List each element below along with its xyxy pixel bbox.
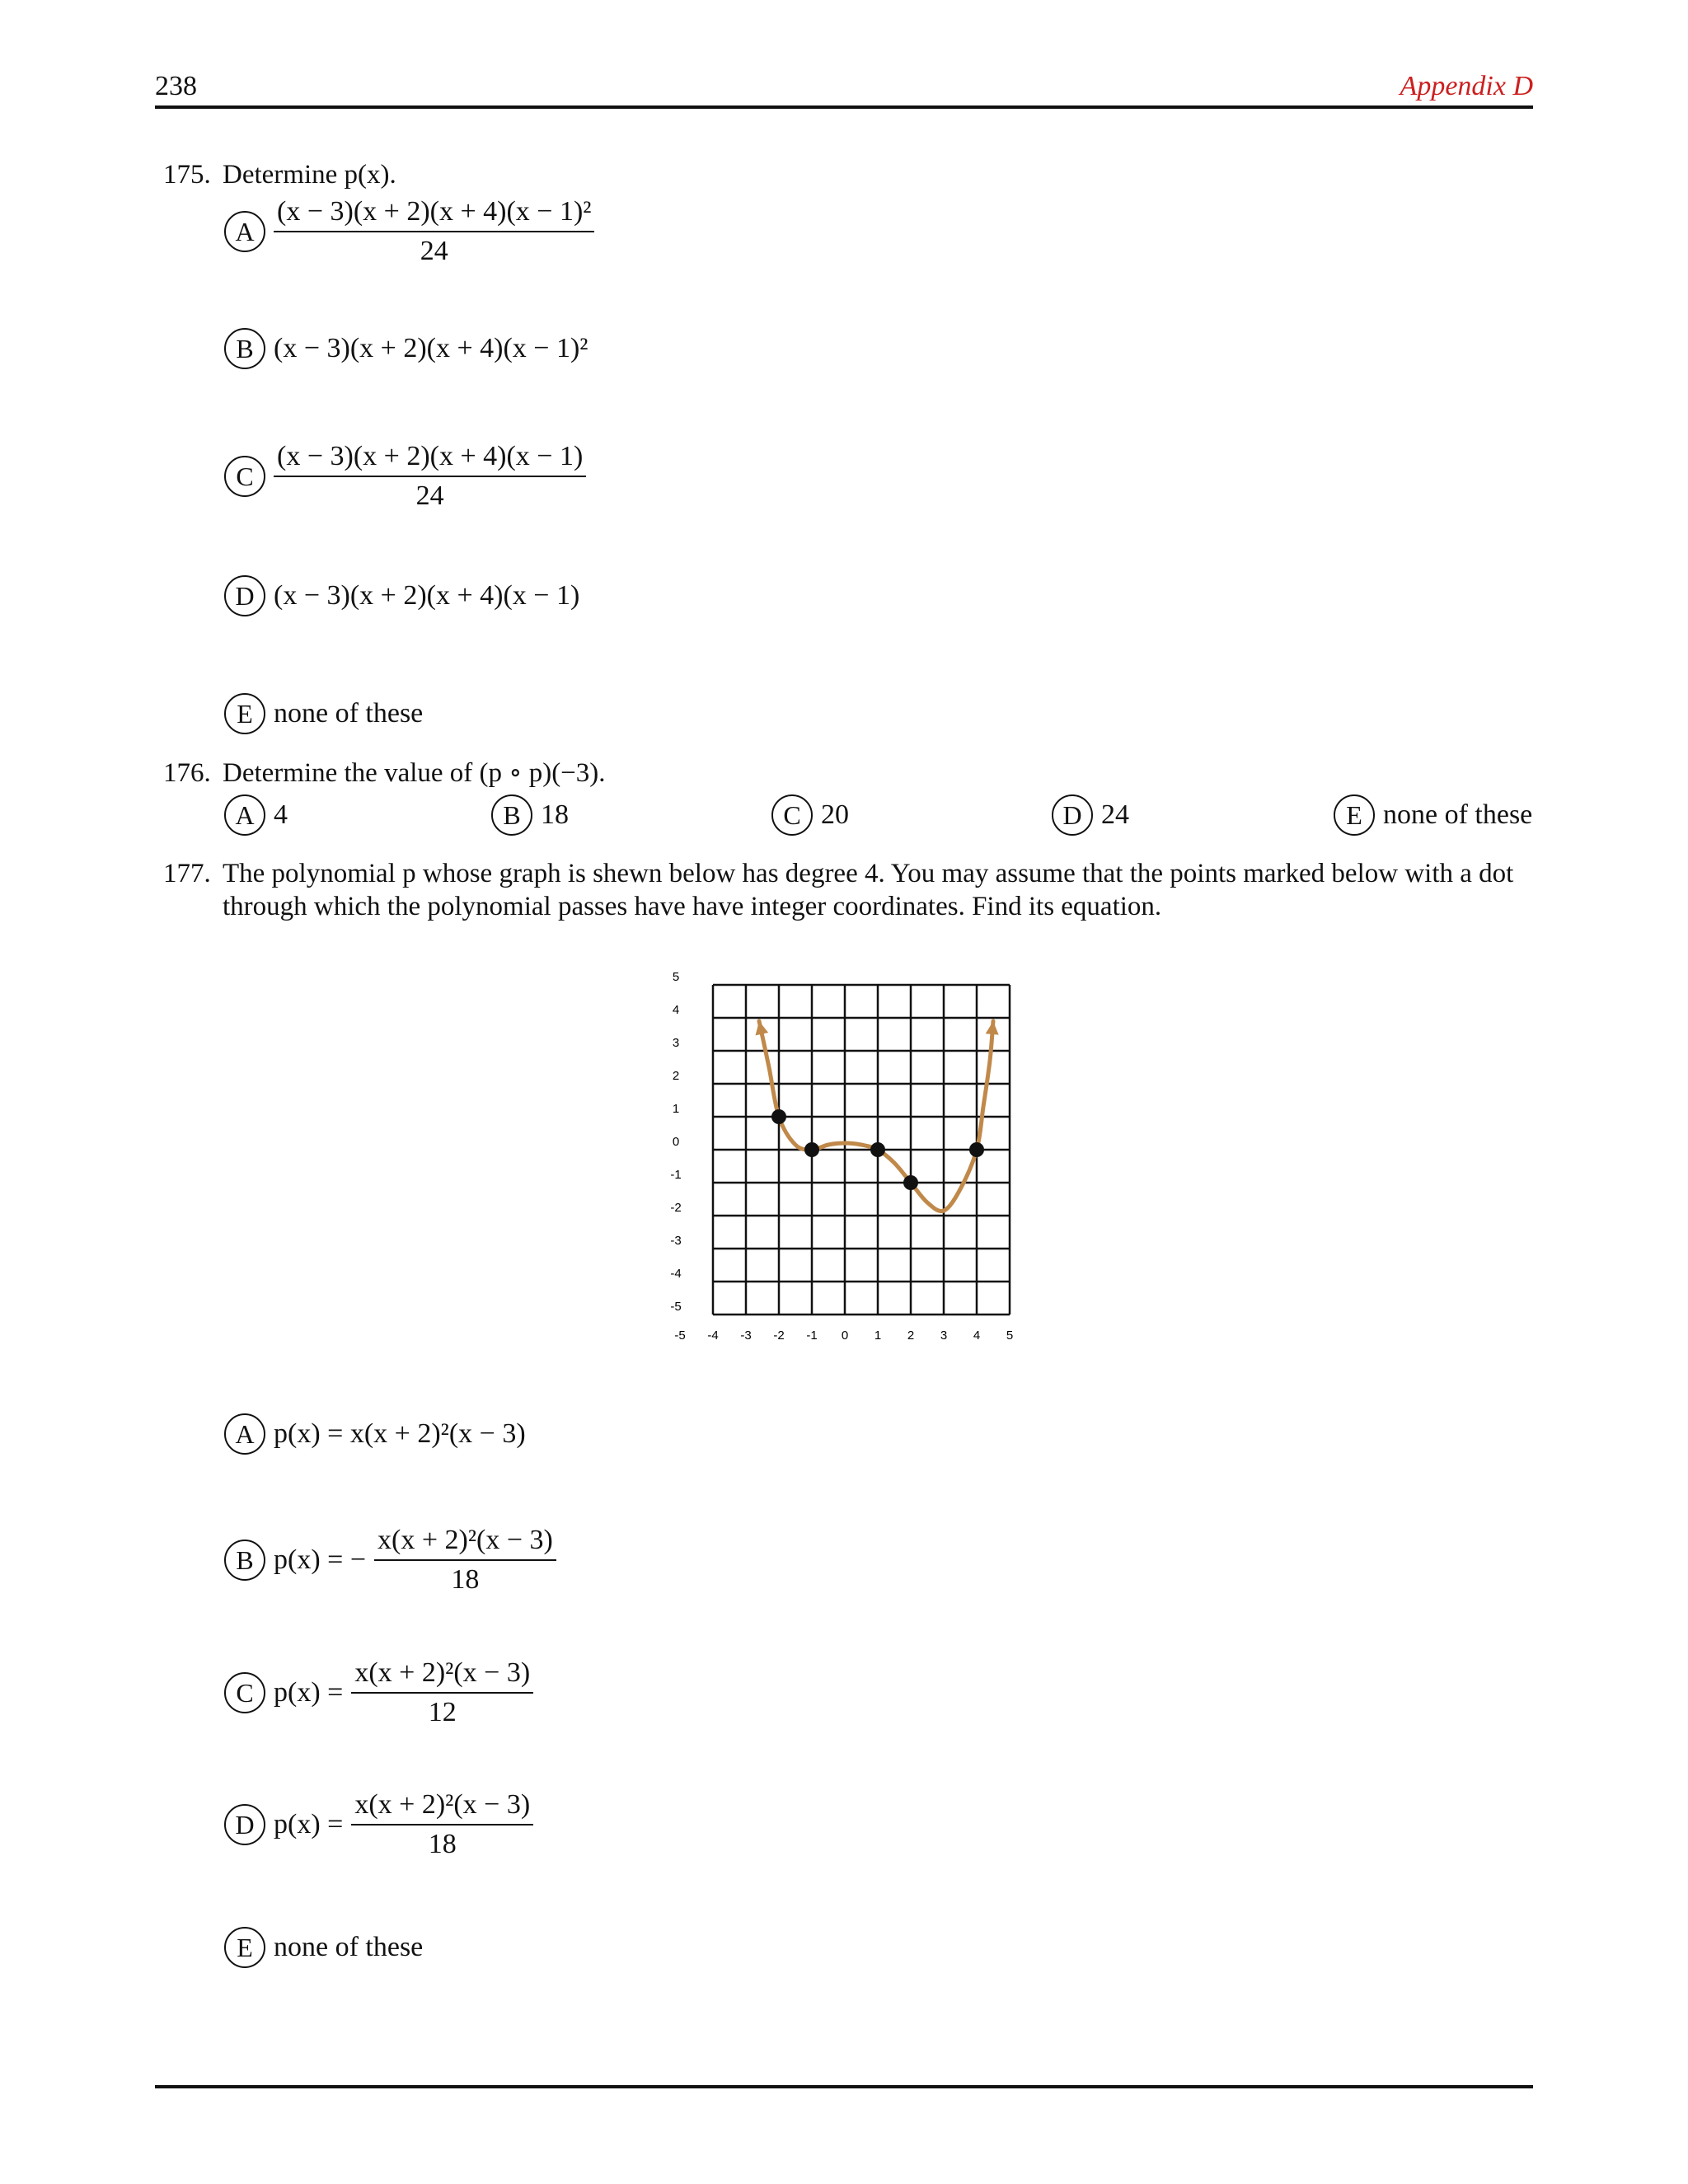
question-176-prompt: 176. Determine the value of (p ∘ p)(−3). — [163, 758, 606, 788]
q177-choice-e[interactable]: E none of these — [224, 1927, 423, 1968]
x-tick-label: -3 — [740, 1329, 752, 1343]
fraction: $\frac{\text{(x − 3)(x + 2)(x + 4)(x − 1)²}}{24}$ — [274, 196, 594, 267]
choice-letter-circle: C — [771, 794, 813, 836]
q175-choice-b[interactable]: B (x − 3)(x + 2)(x + 4)(x − 1)² — [224, 328, 588, 369]
q175-choice-e[interactable]: E none of these — [224, 693, 423, 734]
y-tick-label: 2 — [672, 1069, 680, 1083]
page-number: 238 — [155, 71, 197, 101]
x-tick-label: 2 — [907, 1329, 915, 1343]
q177-choice-a[interactable]: A p(x) = x(x + 2)²(x − 3) — [224, 1413, 526, 1455]
choice-letter-circle: A — [224, 1413, 265, 1455]
y-tick-label: 1 — [672, 1102, 680, 1116]
marked-point — [903, 1175, 918, 1190]
choice-letter-circle: E — [224, 693, 265, 734]
question-175-prompt: 175. Determine p(x). — [163, 160, 396, 190]
axis-ticks — [670, 970, 1013, 1343]
choice-letter-circle: B — [491, 794, 532, 836]
x-tick-label: -4 — [707, 1329, 719, 1343]
marked-point — [771, 1109, 786, 1124]
y-tick-label: -3 — [670, 1234, 682, 1248]
choice-letter-circle: B — [224, 328, 265, 369]
q177-choice-d[interactable]: D p(x) = $\frac{\text{x(x + 2)²(x − 3)}}{18}$ — [224, 1789, 533, 1860]
choice-letter-circle: B — [224, 1540, 265, 1581]
q177-choice-c[interactable]: C p(x) = $\frac{\text{x(x + 2)²(x − 3)}}{12}$ — [224, 1657, 533, 1728]
x-tick-label: 3 — [940, 1329, 948, 1343]
q176-choice-a[interactable]: A 4 — [224, 794, 288, 836]
choice-letter-circle: E — [1334, 794, 1375, 836]
choice-letter-circle: C — [224, 456, 265, 497]
y-tick-label: 3 — [672, 1036, 680, 1050]
question-177-prompt: 177. The polynomial p whose graph is shewn below has degree 4. You may assume that the points marked below with a dot through which the polynomial passes have have integer coordinates. Find its equation. — [163, 859, 1514, 921]
header-rule — [155, 105, 1533, 109]
y-tick-label: -2 — [670, 1201, 682, 1215]
marked-point — [870, 1142, 885, 1157]
choice-letter-circle: A — [224, 794, 265, 836]
footer-rule — [155, 2085, 1533, 2088]
fraction: $\frac{\text{x(x + 2)²(x − 3)}}{12}$ — [351, 1657, 533, 1728]
q177-choice-b[interactable]: B p(x) = − $\frac{\text{x(x + 2)²(x − 3)}}{18}$ — [224, 1525, 556, 1596]
q176-choice-d[interactable]: D 24 — [1052, 794, 1129, 836]
q175-choice-c[interactable] — [224, 441, 586, 512]
q175-choice-a[interactable] — [224, 196, 594, 267]
marked-point — [804, 1142, 819, 1157]
fraction: $\frac{\text{x(x + 2)²(x − 3)}}{18}$ — [351, 1789, 533, 1860]
curve-arrowhead — [986, 1021, 999, 1035]
y-tick-label: 4 — [672, 1003, 680, 1017]
q175-choice-d[interactable]: D (x − 3)(x + 2)(x + 4)(x − 1) — [224, 575, 579, 616]
marked-point — [969, 1142, 984, 1157]
x-tick-label: 0 — [841, 1329, 849, 1343]
polynomial-graph — [643, 956, 1039, 1343]
y-tick-label: 5 — [672, 970, 680, 984]
q176-choice-e[interactable]: E none of these — [1334, 794, 1532, 836]
fraction: $\frac{(x - 3)(x + 2)(x + 4)(x - 1)}{24}$ — [274, 441, 586, 512]
y-tick-label: -4 — [670, 1267, 682, 1281]
x-tick-label: 4 — [973, 1329, 981, 1343]
x-tick-label: -2 — [773, 1329, 785, 1343]
choice-letter-circle: D — [224, 575, 265, 616]
x-tick-label: 5 — [1006, 1329, 1014, 1343]
q176-choice-c[interactable]: C 20 — [771, 794, 849, 836]
y-tick-label: -1 — [670, 1168, 682, 1182]
y-tick-label: 0 — [672, 1135, 680, 1149]
curve-arrowhead — [756, 1021, 769, 1035]
choice-letter-circle: C — [224, 1672, 265, 1713]
q176-choice-b[interactable]: B 18 — [491, 794, 569, 836]
choice-letter-circle: A — [224, 211, 265, 252]
choice-letter-circle: E — [224, 1927, 265, 1968]
x-tick-label: 1 — [874, 1329, 882, 1343]
choice-letter-circle: D — [224, 1804, 265, 1845]
fraction: $\frac{\text{x(x + 2)²(x − 3)}}{18}$ — [374, 1525, 556, 1596]
x-tick-label: -1 — [806, 1329, 818, 1343]
choice-letter-circle: D — [1052, 794, 1093, 836]
y-tick-label: -5 — [670, 1300, 682, 1314]
x-tick-label: -5 — [674, 1329, 686, 1343]
section-title: Appendix D — [1400, 71, 1533, 101]
